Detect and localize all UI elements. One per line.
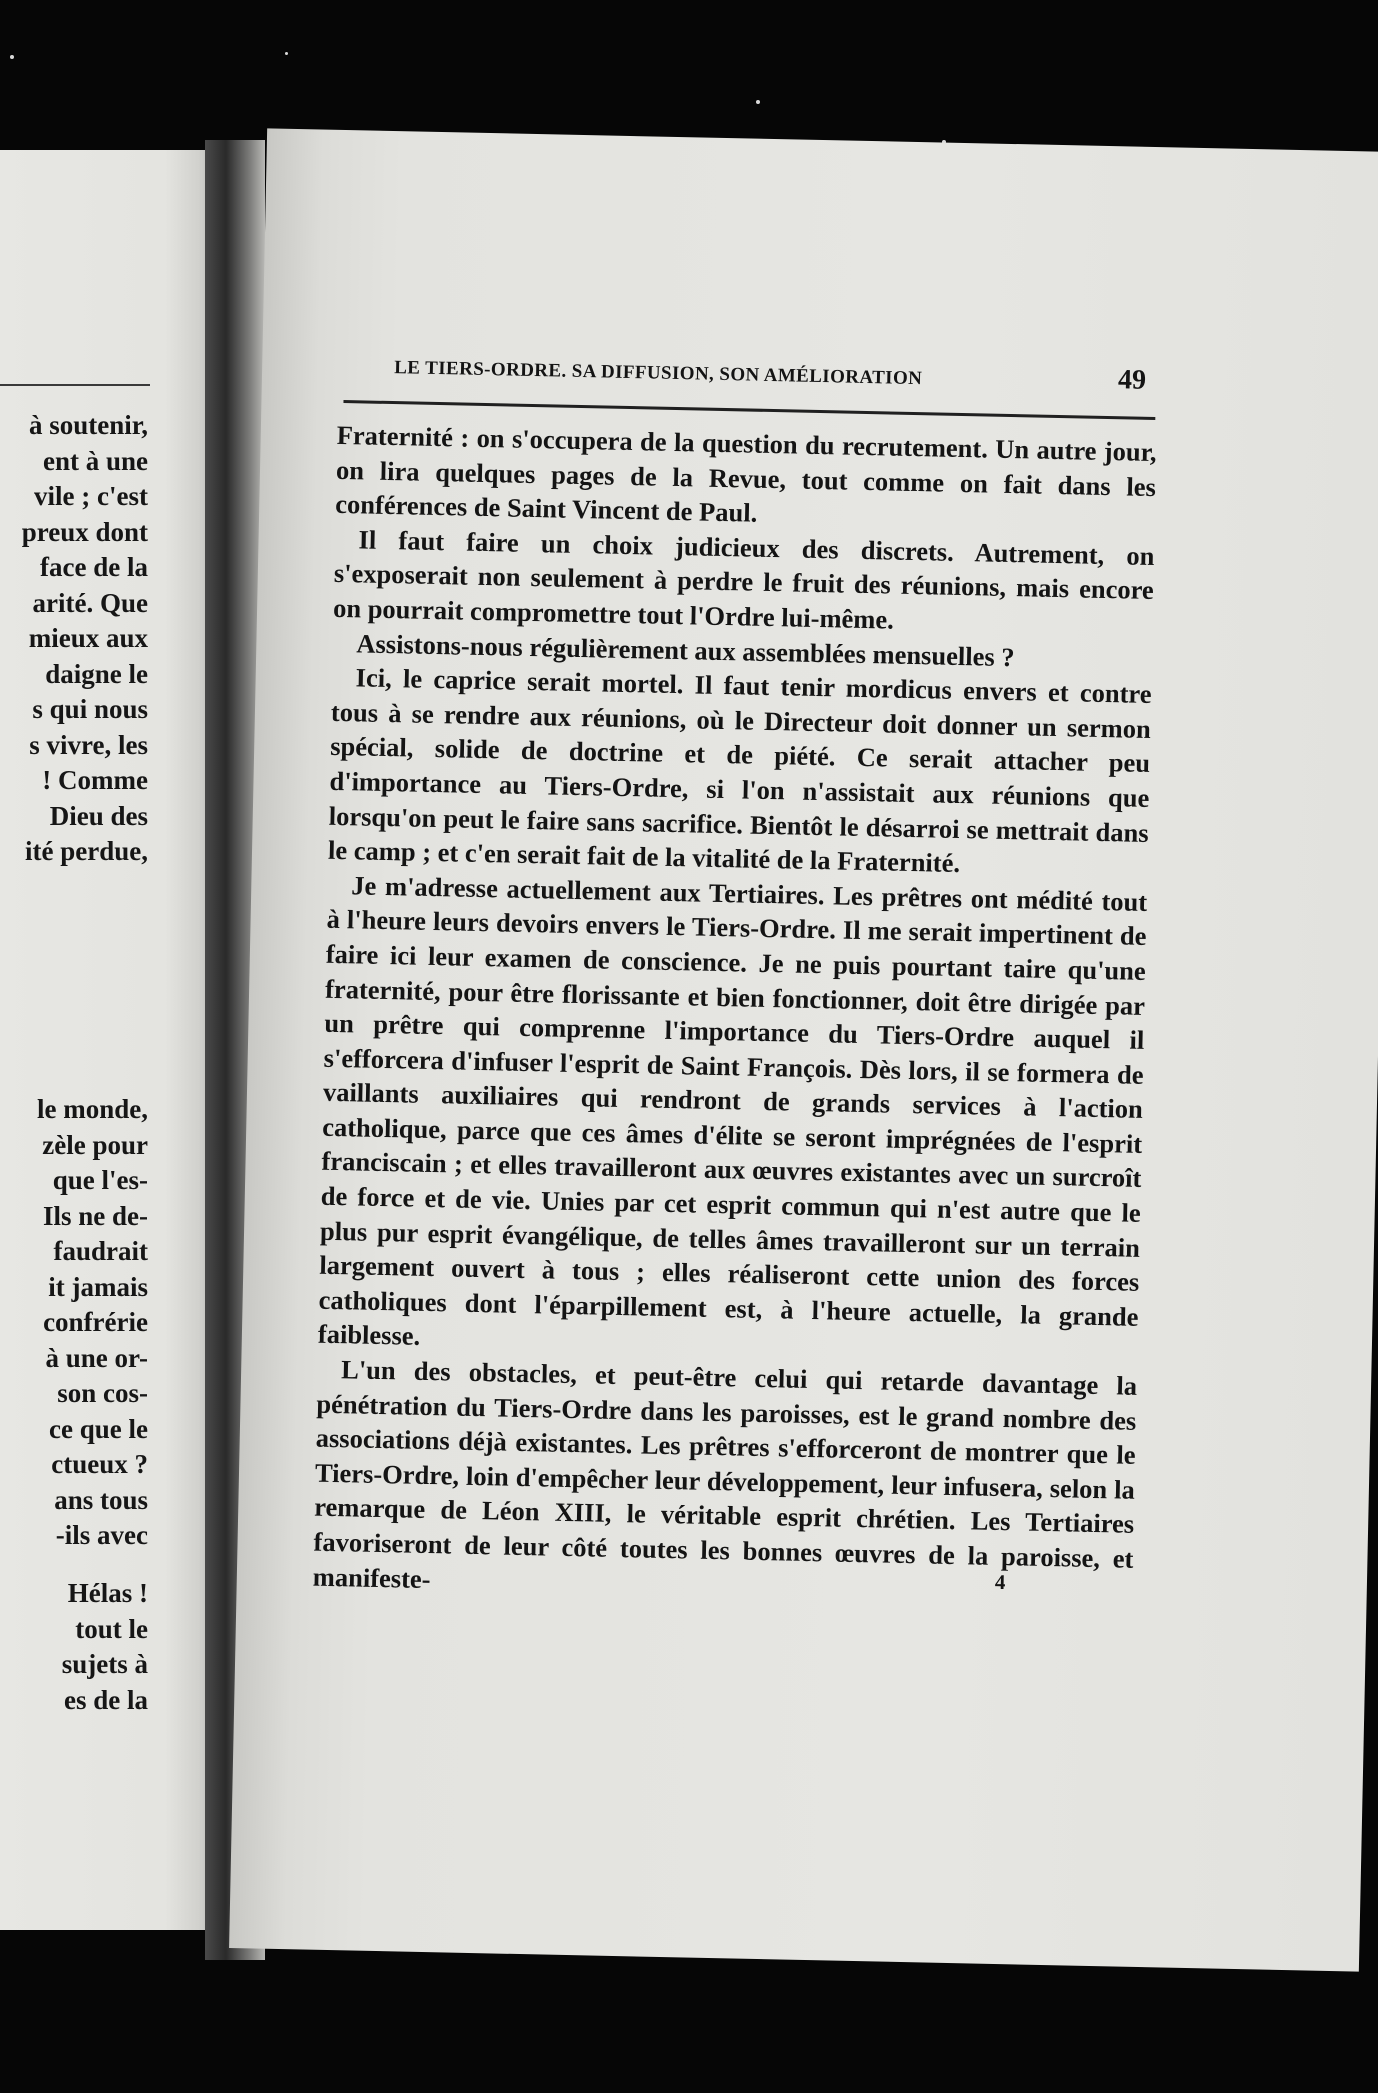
- left-line: mieux aux: [28, 623, 148, 653]
- paragraph: Assistons-nous régulièrement aux assemblées mensuelles ?: [356, 627, 1015, 672]
- paragraph: Il faut faire un choix judicieux des discrets. Autrement, on s'exposerait non seulement à perdre le fruit des réunions, mais encore on pourrait compromettre tout l'Ordre lui-même.: [332, 524, 1155, 635]
- left-line: es de la: [64, 1684, 148, 1715]
- left-line: daigne le: [45, 658, 148, 689]
- left-line: ! Comme: [42, 765, 148, 795]
- left-line: Hélas !: [67, 1578, 148, 1608]
- left-page-text-top: [0, 408, 148, 870]
- left-line: arité. Que: [32, 587, 148, 618]
- running-title: LE TIERS-ORDRE. SA DIFFUSION, SON AMÉLIORATION: [393, 357, 923, 390]
- left-line: faudrait: [53, 1236, 148, 1266]
- left-page-text-bottom: [0, 1576, 148, 1718]
- body-text: [313, 418, 1157, 1611]
- left-line: ctueux ?: [51, 1449, 148, 1479]
- left-line: que l'es-: [52, 1165, 148, 1195]
- left-line: it jamais: [48, 1271, 148, 1302]
- left-line: ans tous: [54, 1484, 148, 1515]
- page-number: 49: [1117, 364, 1147, 396]
- signature-mark: 4: [994, 1569, 1006, 1595]
- left-line: preux dont: [21, 516, 148, 547]
- left-line: zèle pour: [42, 1129, 148, 1160]
- paragraph: Fraternité : on s'occupera de la question du recrutement. Un autre jour, on lira quelques pages de la Revue, tout comme on fait dans les conférences de Saint Vincent de Paul.: [335, 419, 1157, 528]
- left-line: s vivre, les: [29, 729, 148, 760]
- paragraph: Je m'adresse actuellement aux Tertiaires. Les prêtres ont médité tout à l'heure leurs devoirs envers le Tiers-Ordre. Il me serait impertinent de faire ici leur examen de conscience. Je ne puis pourtant taire qu'une fraternité, pour être florissante et bien fonctionner, doit être dirigée par un prêtre qui comprenne l'importance du Tiers-Ordre auquel il s'efforcera d'infuser l'esprit de Saint François. Dès lors, il se formera de vaillants auxiliaires qui rendront de grands services à l'action catholique, parce que ces âmes d'élite se seront imprégnées de l'esprit franciscain ; et elles travailleront aux œuvres existantes avec un surcroît de force et de vie. Unies par cet esprit commun qui n'est autre que le plus pur esprit évangélique, de telles âmes travailleront sur un terrain largement ouvert à tous ; elles réaliseront cette union des forces catholiques dont l'éparpillement est, à l'heure actuelle, la grande faiblesse.: [317, 870, 1148, 1352]
- dust-speck: [10, 55, 14, 59]
- dust-speck: [756, 100, 760, 104]
- left-line: face de la: [40, 552, 148, 582]
- left-line: son cos-: [57, 1378, 148, 1408]
- right-page: [229, 128, 1378, 1971]
- left-line: le monde,: [37, 1094, 148, 1124]
- left-line: sujets à: [61, 1649, 148, 1679]
- left-line: ce que le: [49, 1413, 148, 1444]
- left-line: à soutenir,: [28, 410, 148, 440]
- left-line: Dieu des: [49, 800, 148, 831]
- header-rule: [343, 400, 1155, 420]
- left-line: ent à une: [42, 445, 148, 476]
- dust-speck: [285, 52, 288, 55]
- left-line: tout le: [75, 1613, 148, 1644]
- paragraph: L'un des obstacles, et peut-être celui qui retarde davantage la pénétration du Tiers-Ordre dans les paroisses, est le grand nombre des associations déjà existantes. Les prêtres s'efforceront de montrer que le Tiers-Ordre, loin d'empêcher leur développement, leur infusera, selon la remarque de Léon XIII, le véritable esprit chrétien. Les Tertiaires favoriseront de leur côté toutes les bonnes œuvres de la paroisse, et manifeste-: [312, 1354, 1138, 1594]
- left-page-fragment: [0, 150, 220, 1930]
- left-line: Ils ne de-: [42, 1200, 148, 1231]
- left-page-text-middle: [0, 1092, 148, 1554]
- paragraph: Ici, le caprice serait mortel. Il faut tenir mordicus envers et contre tous à se rendre aux réunions, où le Directeur doit donner un sermon spécial, solide de doctrine et de piété. Ce serait attacher peu d'importance au Tiers-Ordre, si l'on n'assistait aux réunions que lorsqu'on peut le faire sans sacrifice. Bientôt le désarroi se mettrait dans le camp ; et c'en serait fait de la vitalité de la Fraternité.: [327, 662, 1152, 879]
- page-header: [394, 349, 1155, 405]
- left-line: -ils avec: [55, 1520, 148, 1550]
- left-line: à une or-: [45, 1342, 148, 1373]
- left-line: vile ; c'est: [34, 481, 148, 511]
- left-line: ité perdue,: [25, 836, 148, 866]
- left-line: s qui nous: [32, 694, 148, 724]
- left-line: confrérie: [43, 1307, 148, 1337]
- left-header-rule: [0, 384, 150, 386]
